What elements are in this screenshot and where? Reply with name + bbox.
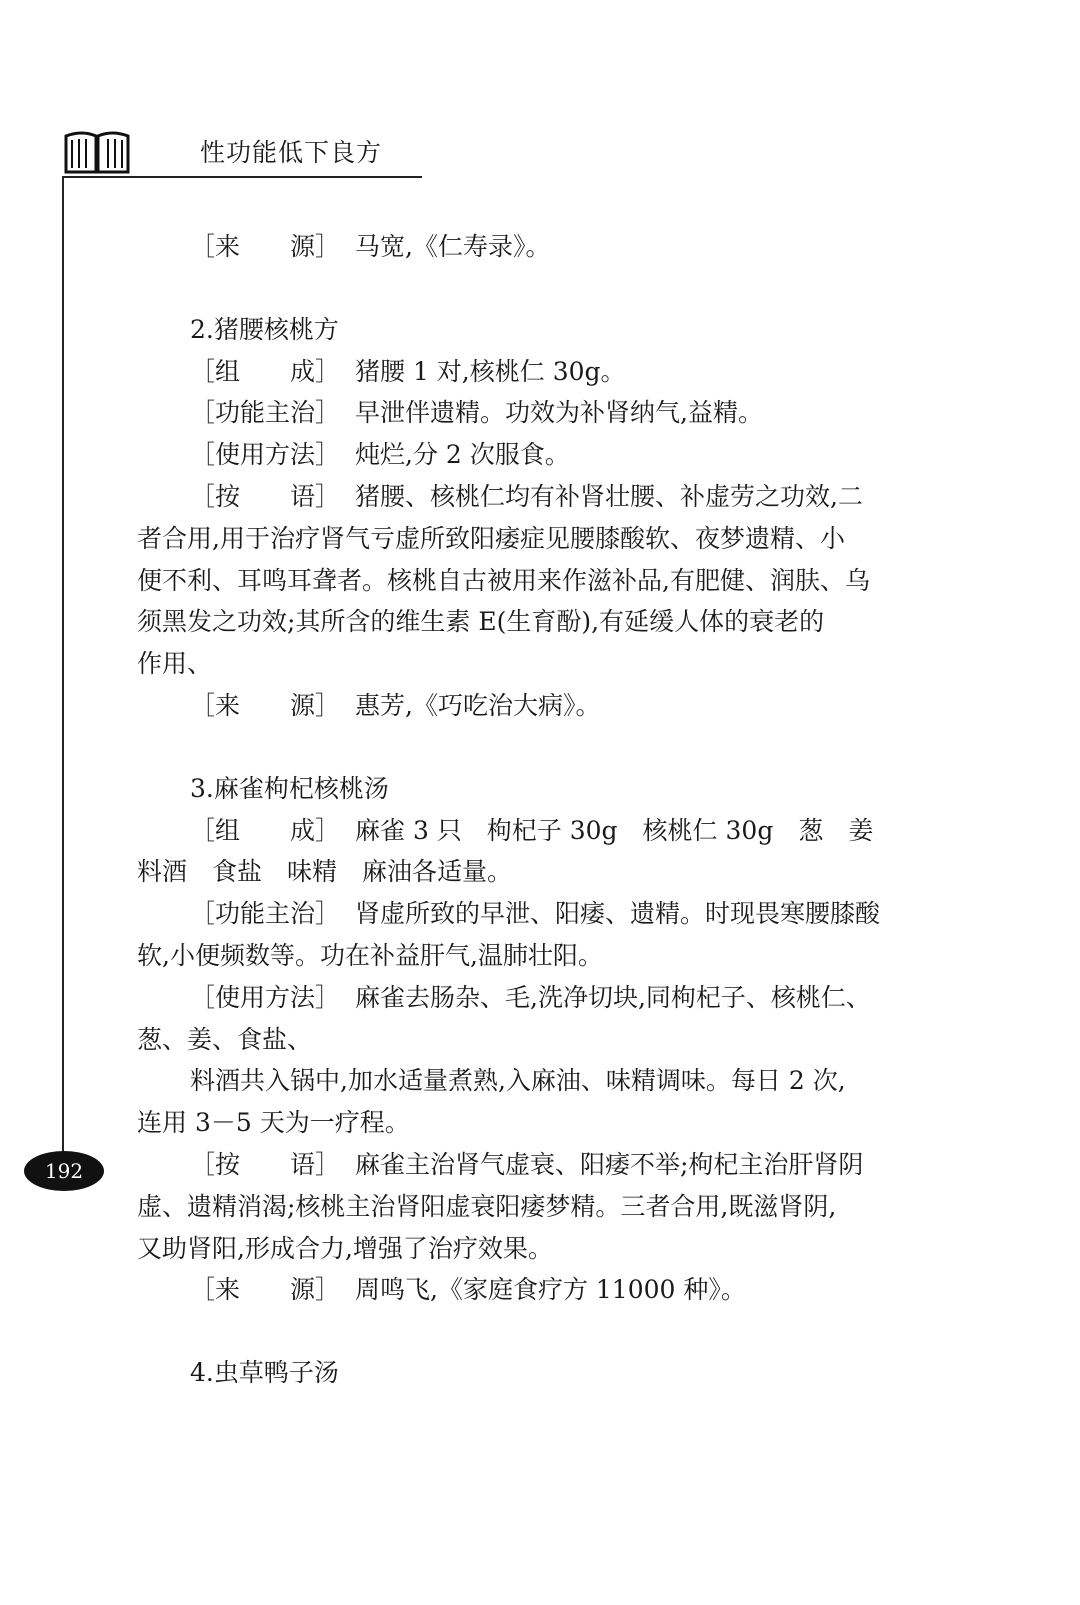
field-text: 马宽,《仁寿录》。	[355, 232, 551, 261]
field-tag: ［来 源］	[190, 232, 341, 261]
field-line	[137, 977, 917, 1019]
field-text: 猪腰、核桃仁均有补肾壮腰、补虚劳之功效,二	[355, 481, 863, 511]
field-line	[137, 810, 917, 852]
text-line: 作用、	[137, 649, 213, 679]
text-line: 便不利、耳鸣耳聋者。核桃自古被用来作滋补品,有肥健、润肤、乌	[137, 565, 870, 595]
field-line	[137, 392, 917, 434]
paragraph-gap	[137, 268, 917, 309]
text-line: 葱、姜、食盐、	[137, 1024, 313, 1054]
body-text	[137, 226, 917, 1394]
field-line	[137, 1144, 917, 1186]
page-number-badge: 192	[24, 1151, 104, 1191]
field-text: 麻雀主治肾气虚衰、阳痿不举;枸杞主治肝肾阴	[355, 1149, 864, 1179]
text-line: 连用 3－5 天为一疗程。	[137, 1108, 410, 1138]
open-book-icon	[62, 128, 132, 176]
field-line	[137, 351, 917, 393]
field-tag: ［来 源］	[190, 1275, 341, 1305]
text-line: 料酒共入锅中,加水适量煮熟,入麻油、味精调味。每日 2 次,	[190, 1066, 846, 1096]
field-tag: ［功能主治］	[190, 899, 341, 929]
text-line: 虚、遗精消渴;核桃主治肾阳虚衰阳痿梦精。三者合用,既滋肾阴,	[137, 1191, 837, 1221]
side-rule	[62, 176, 64, 1176]
field-tag: ［功能主治］	[190, 398, 341, 428]
field-line	[137, 893, 917, 935]
field-tag: ［组 成］	[190, 815, 341, 845]
field-line	[137, 434, 917, 476]
paragraph-gap	[137, 1311, 917, 1352]
recipe-title: 2.猪腰核桃方	[190, 314, 339, 344]
field-tag: ［组 成］	[190, 356, 341, 386]
field-text: 麻雀 3 只 枸杞子 30g 核桃仁 30g 葱 姜	[355, 815, 874, 845]
field-line	[137, 476, 917, 518]
field-tag: ［来 源］	[190, 690, 341, 720]
field-text: 早泄伴遗精。功效为补肾纳气,益精。	[355, 398, 763, 428]
text-line: 料酒 食盐 味精 麻油各适量。	[137, 857, 513, 887]
field-text: 周鸣飞,《家庭食疗方 11000 种》。	[355, 1275, 746, 1305]
field-text: 麻雀去肠杂、毛,洗净切块,同枸杞子、核桃仁、	[355, 982, 871, 1012]
text-line: 者合用,用于治疗肾气亏虚所致阳痿症见腰膝酸软、夜梦遗精、小	[137, 523, 845, 553]
paragraph-gap	[137, 727, 917, 768]
field-text: 肾虚所致的早泄、阳痿、遗精。时现畏寒腰膝酸	[355, 899, 881, 929]
field-text: 猪腰 1 对,核桃仁 30g。	[355, 356, 626, 386]
header-rule	[62, 176, 422, 178]
field-tag: ［使用方法］	[190, 440, 341, 470]
section-title: 性功能低下良方	[200, 138, 383, 167]
recipe-title: 3.麻雀枸杞核桃汤	[190, 773, 389, 803]
text-line: 又助肾阳,形成合力,增强了治疗效果。	[137, 1233, 553, 1263]
field-tag: ［按 语］	[190, 481, 341, 511]
field-tag: ［按 语］	[190, 1149, 341, 1179]
field-line	[137, 685, 917, 727]
field-tag: ［使用方法］	[190, 982, 341, 1012]
text-line: 软,小便频数等。功在补益肝气,温肺壮阳。	[137, 940, 603, 970]
field-text: 炖烂,分 2 次服食。	[355, 440, 570, 470]
field-text: 惠芳,《巧吃治大病》。	[355, 690, 601, 720]
field-line	[137, 1269, 917, 1311]
recipe-title: 4.虫草鸭子汤	[190, 1358, 339, 1388]
text-line: 须黑发之功效;其所含的维生素 E(生育酚),有延缓人体的衰老的	[137, 607, 825, 637]
field-line	[137, 226, 917, 268]
